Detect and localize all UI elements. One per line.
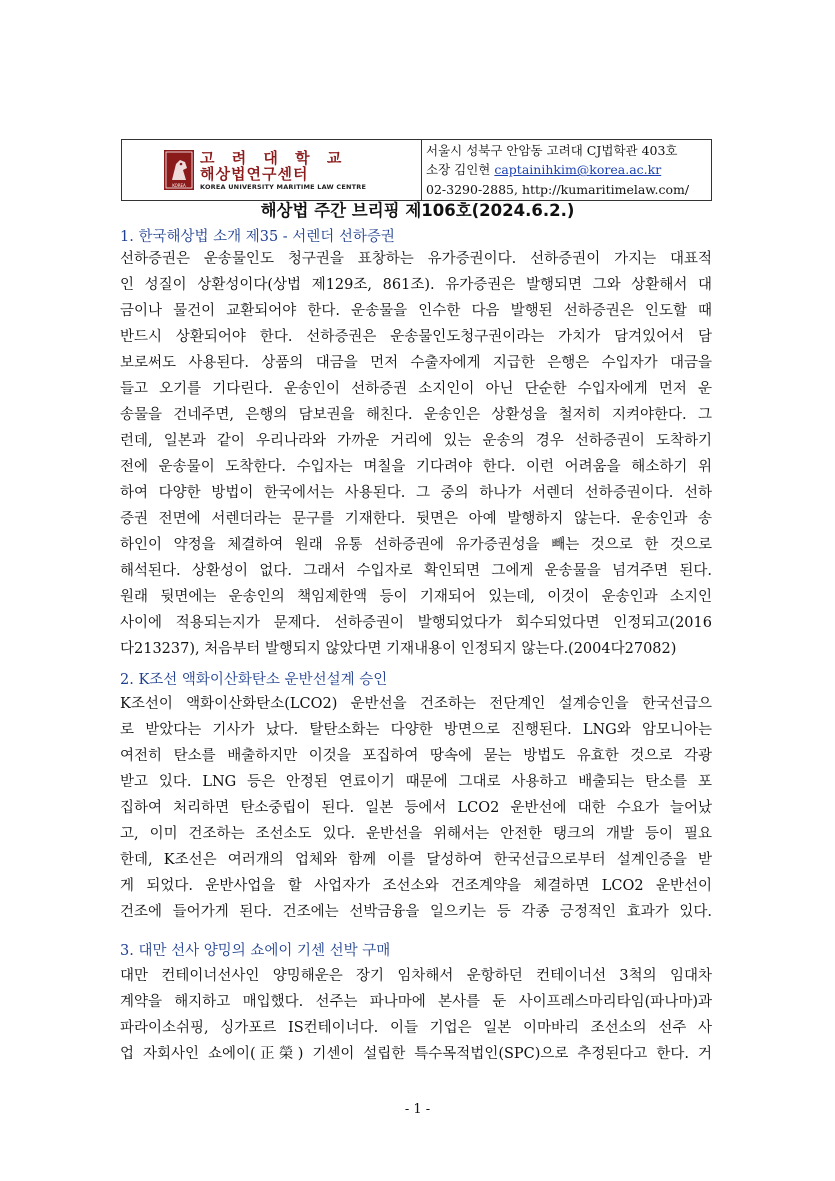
paragraph-line: 원래 뒷면에는 운송인의 책임제한액 등이 기재되어 있는데, 이것이 운송인과 소지인 <box>120 589 712 605</box>
paragraph-line: 사이에 적용되는지가 문제다. 선하증권이 발행되었다가 회수되었다면 인정되고(2016 <box>120 615 712 631</box>
paragraph-line: 금이나 물건이 교환되어야 한다. 운송물을 인수한 다음 발행된 선하증권은 인도할 때 <box>120 303 712 319</box>
director-line <box>426 160 711 180</box>
address: 서울시 성북구 안암동 고려대 CJ법학관 403호 <box>426 142 678 158</box>
paragraph-line: 계약을 해지하고 매입했다. 선주는 파나마에 본사를 둔 사이프레스마리타임(파나마)과 <box>120 994 712 1010</box>
paragraph-line: 증권 전면에 서렌더라는 문구를 기재한다. 뒷면은 아예 발행하지 않는다. 운송인과 송 <box>120 511 712 527</box>
section-1-heading: 1. 한국해상법 소개 제35 - 서렌더 선하증권 <box>120 229 395 245</box>
paragraph-line: K조선이 액화이산화탄소(LCO2) 운반선을 건조하는 전단계인 설계승인을 한국선급으 <box>120 696 712 712</box>
page-number: - 1 - <box>404 1102 431 1117</box>
paragraph-line: 하여 다양한 방법이 한국에서는 사용된다. 그 중의 하나가 서렌더 선하증권이다. 선하 <box>120 485 712 501</box>
phone: 02-3290-2885, <box>426 181 518 197</box>
paragraph-line: 송물을 건네주면, 은행의 담보권을 해친다. 운송인은 상환성을 철저히 지켜야한다. 그 <box>120 407 712 423</box>
paragraph-line: 파라이소쉬핑, 싱가포르 IS컨테이너다. 이들 기업은 일본 이마바리 조선소의 선주 사 <box>120 1020 712 1036</box>
paragraph-line: 선하증권은 운송물인도 청구권을 표창하는 유가증권이다. 선하증권이 가지는 대표적 <box>120 251 712 267</box>
paragraph-line: 집하여 처리하면 탄소중립이 된다. 일본 등에서 LCO2 운반선에 대한 수요가 늘어났 <box>120 800 712 816</box>
paragraph-line: 인 성질이 상환성이다(상법 제129조, 861조). 유가증권은 발행되면 그와 상환해서 대 <box>120 277 712 293</box>
paragraph-line: 여전히 탄소를 배출하지만 이것을 포집하여 땅속에 묻는 방법도 유효한 것으로 각광 <box>120 748 712 764</box>
paragraph-line: 업 자회사인 쇼에이(正榮) 기센이 설립한 특수목적법인(SPC)으로 추정된다고 한다. 거 <box>120 1046 712 1062</box>
paragraph-line: 고, 이미 건조하는 조선소도 있다. 운반선을 위해서는 안전한 탱크의 개발 등이 필요 <box>120 826 712 842</box>
logo-center-name: 해상법연구센터 <box>200 164 309 183</box>
section-3-heading: 3. 대만 선사 양밍의 쇼에이 기센 선박 구매 <box>120 943 391 959</box>
header-box <box>121 139 712 201</box>
logo-text <box>200 150 366 191</box>
contact-cell <box>422 140 711 200</box>
university-emblem-icon <box>164 150 194 190</box>
paragraph-line: 해석된다. 상환성이 없다. 그래서 수입자로 확인되면 그에게 운송물을 넘겨주면 된다. <box>120 563 712 579</box>
phone-website-line <box>426 180 711 200</box>
paragraph-line: 런데, 일본과 같이 우리나라와 가까운 거리에 있는 운송의 경우 선하증권이 도착하기 <box>120 433 712 449</box>
paragraph-line: 받고 있다. LNG 등은 안정된 연료이기 때문에 그대로 사용하고 배출되는 탄소를 포 <box>120 774 712 790</box>
paragraph-line: 들고 오기를 기다린다. 운송인이 선하증권 소지인이 아닌 단순한 수입자에게 먼저 운 <box>120 381 712 397</box>
logo-university-name: 고 려 대 학 교 <box>200 148 348 167</box>
paragraph-line: 반드시 상환되어야 한다. 선하증권은 운송물인도청구권이라는 가치가 담겨있어서 담 <box>120 329 712 345</box>
director-label: 소장 김인현 <box>426 162 491 178</box>
paragraph-line: 대만 컨테이너선사인 양밍해운은 장기 임차해서 운항하던 컨테이너선 3척의 임대차 <box>120 968 712 984</box>
paragraph-line: 로 받았다는 기사가 났다. 탈탄소화는 다양한 방면으로 진행된다. LNG와 암모니아는 <box>120 722 712 738</box>
paragraph-line: 건조에 들어가게 된다. 건조에는 선박금융을 일으키는 등 각종 긍정적인 효과가 있다. <box>120 904 712 920</box>
paragraph-line: 한데, K조선은 여러개의 업체와 함께 이를 달성하여 한국선급으로부터 설계인증을 받 <box>120 852 712 868</box>
logo-cell <box>122 140 422 200</box>
email-link[interactable]: captainihkim@korea.ac.kr <box>494 162 662 178</box>
paragraph-line: 하인이 약정을 체결하여 원래 유통 선하증권에 유가증권성을 빼는 것으로 한 것으로 <box>120 537 712 553</box>
svg-text:KOREA: KOREA <box>172 183 186 188</box>
section-2-heading: 2. K조선 액화이산화탄소 운반선설계 승인 <box>120 672 388 688</box>
page-title: 해상법 주간 브리핑 제106호(2024.6.2.) <box>260 201 575 220</box>
website-link[interactable]: http://kumaritimelaw.com/ <box>521 181 690 197</box>
paragraph-line: 게 되었다. 운반사업을 할 사업자가 조선소와 건조계약을 체결하면 LCO2 운반선이 <box>120 878 712 894</box>
paragraph-line: 보로써도 사용된다. 상품의 대금을 먼저 수출자에게 지급한 은행은 수입자가 대금을 <box>120 355 712 371</box>
logo-english-name: KOREA UNIVERSITY MARITIME LAW CENTRE <box>200 182 367 191</box>
paragraph-line: 전에 운송물이 도착한다. 수입자는 며칠을 기다려야 한다. 이런 어려움을 해소하기 위 <box>120 459 712 475</box>
paragraph-line: 다213237), 처음부터 발행되지 않았다면 기재내용이 인정되지 않는다.(2004다27082) <box>120 641 677 657</box>
